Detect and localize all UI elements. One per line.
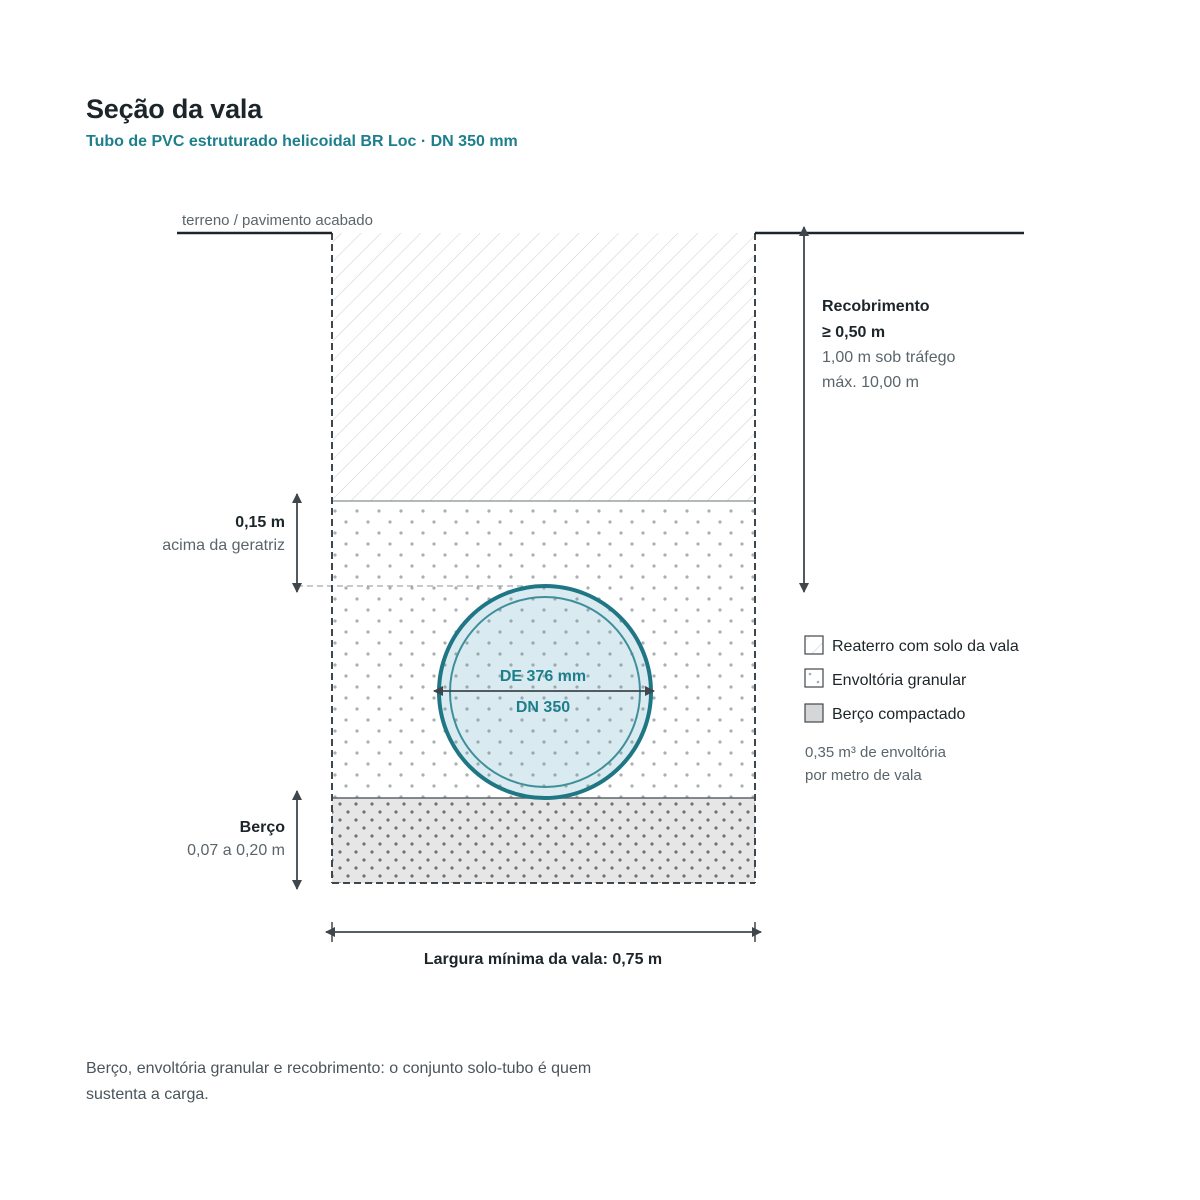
legend-note-line1: 0,35 m³ de envoltória xyxy=(805,744,946,761)
envelope-above-note: acima da geratriz xyxy=(162,537,285,554)
legend-label-backfill: Reaterro com solo da vala xyxy=(832,638,1019,655)
pipe-nominal-diameter-label: DN 350 xyxy=(515,699,571,716)
bedding-title: Berço xyxy=(239,819,285,836)
cover-max: máx. 10,00 m xyxy=(822,374,919,391)
legend-swatch-envelope-dot xyxy=(817,681,820,684)
pipe xyxy=(434,586,654,798)
cover-title: Recobrimento xyxy=(822,298,930,315)
legend-swatch-bedding xyxy=(805,704,823,722)
legend-label-envelope: Envoltória granular xyxy=(832,672,967,689)
page-subtitle: Tubo de PVC estruturado helicoidal BR Loc · DN 350 mm xyxy=(86,133,518,150)
legend-swatch-envelope-dot xyxy=(809,673,812,676)
legend-swatch-backfill xyxy=(805,636,823,654)
cover-traffic: 1,00 m sob tráfego xyxy=(822,349,956,366)
legend-swatch-envelope xyxy=(805,669,823,687)
ground-label: terreno / pavimento acabado xyxy=(182,212,373,229)
cover-min: ≥ 0,50 m xyxy=(822,324,886,341)
footnote: Berço, envoltória granular e recobrimento: o conjunto solo-tubo é quem sustenta a carga. xyxy=(86,1060,592,1103)
page-title: Seção da vala xyxy=(86,94,263,124)
envelope-above-value: 0,15 m xyxy=(235,514,285,531)
backfill-zone xyxy=(332,233,755,501)
pipe-outer-diameter-label: DE 376 mm xyxy=(499,668,587,685)
legend-note-line2: por metro de vala xyxy=(805,767,922,784)
width-label: Largura mínima da vala: 0,75 m xyxy=(423,951,663,968)
legend xyxy=(805,636,1019,784)
legend-label-bedding: Berço compactado xyxy=(832,706,966,723)
bedding-dots xyxy=(332,798,755,883)
bedding-range: 0,07 a 0,20 m xyxy=(187,842,285,859)
